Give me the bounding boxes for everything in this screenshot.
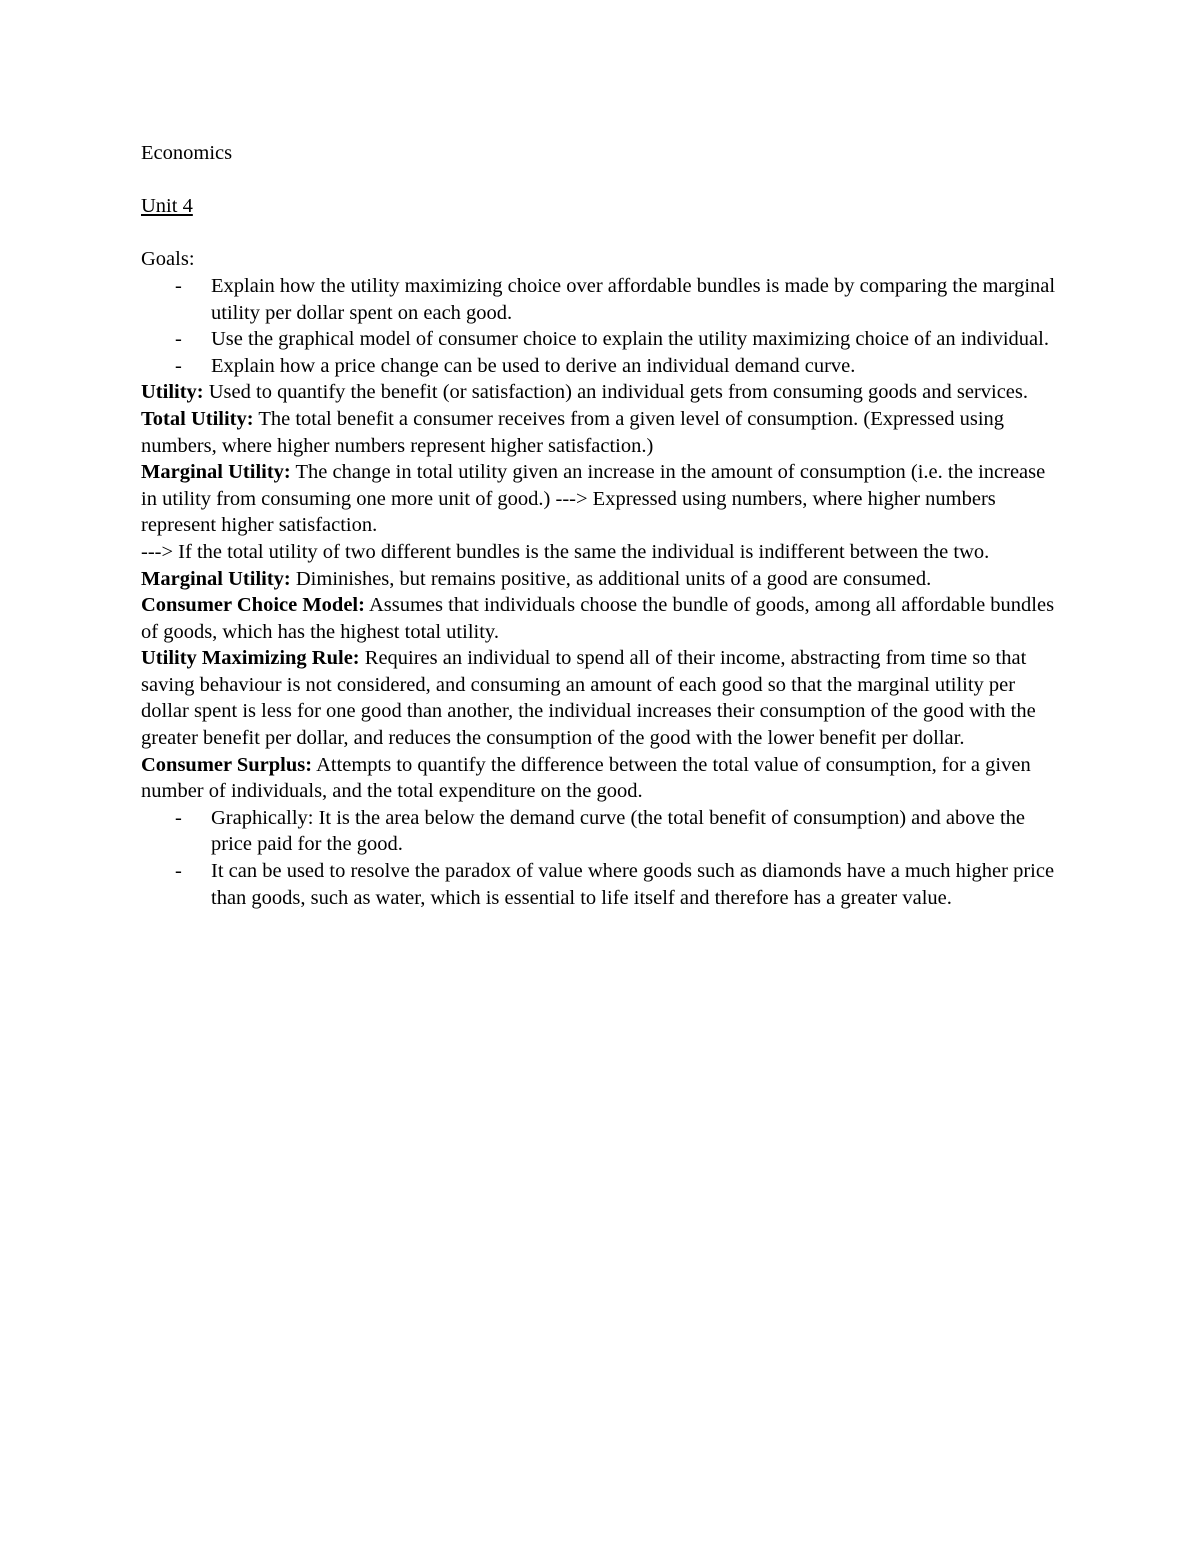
- definition-utility-maximizing-rule: [141, 645, 1066, 751]
- bullet-dash: -: [175, 274, 182, 297]
- surplus-point-text: Graphically: It is the area below the demand curve (the total benefit of consumption) and above the price paid for the good.: [211, 806, 1026, 856]
- goal-text: Explain how the utility maximizing choice over affordable bundles is made by comparing the marginal utility per dollar spent on each good.: [211, 274, 1056, 324]
- goal-text: Use the graphical model of consumer choice to explain the utility maximizing choice of an individual.: [211, 328, 1049, 351]
- definition-text: Assumes that individuals choose the bundle of goods, among all affordable bundles of goods, which has the highest total utility.: [141, 594, 1055, 643]
- unit-heading: Unit 4: [141, 195, 193, 218]
- definition-total-utility: [141, 406, 1066, 459]
- definition-term: Utility Maximizing Rule:: [141, 647, 360, 670]
- consumer-surplus-list: [141, 805, 1066, 911]
- bullet-dash: -: [175, 860, 182, 883]
- definition-term: Utility:: [141, 381, 204, 404]
- bullet-dash: -: [175, 806, 182, 829]
- goal-item: [141, 273, 1066, 326]
- bullet-dash: -: [175, 354, 182, 377]
- bullet-dash: -: [175, 328, 182, 351]
- definition-term: Total Utility:: [141, 407, 254, 430]
- surplus-point: [141, 858, 1066, 911]
- note-text: ---> If the total utility of two different bundles is the same the individual is indifferent between the two.: [141, 540, 990, 563]
- surplus-point: [141, 805, 1066, 858]
- definition-utility: [141, 379, 1066, 406]
- definition-text: Requires an individual to spend all of their income, abstracting from time so that saving behaviour is not considered, and consuming an amount of each good so that the marginal utility per dollar spent is less for one good than another, the individual increases their consumption of the good with the greater benefit per dollar, and reduces the consumption of the good with the lower benefit per dollar.: [141, 647, 1036, 750]
- definition-term: Marginal Utility:: [141, 567, 291, 590]
- indifference-note: [141, 539, 1066, 566]
- definition-diminishing-marginal-utility: [141, 566, 1066, 593]
- goals-label: Goals:: [141, 248, 195, 271]
- goal-item: [141, 353, 1066, 380]
- definition-text: Diminishes, but remains positive, as additional units of a good are consumed.: [290, 567, 932, 590]
- goals-list: [141, 273, 1066, 379]
- definition-term: Marginal Utility:: [141, 461, 291, 484]
- definition-consumer-surplus: [141, 752, 1066, 805]
- document-page: [141, 140, 1066, 911]
- definition-text: The change in total utility given an increase in the amount of consumption (i.e. the increase in utility from consuming one more unit of good.) ---> Expressed using numbers, where higher numbers represent higher satisfaction.: [141, 461, 1046, 537]
- definition-text: Used to quantify the benefit (or satisfaction) an individual gets from consuming goods and services.: [203, 381, 1028, 404]
- goal-text: Explain how a price change can be used to derive an individual demand curve.: [211, 354, 856, 377]
- document-title: Economics: [141, 142, 233, 164]
- surplus-point-text: It can be used to resolve the paradox of value where goods such as diamonds have a much higher price than goods, such as water, which is essential to life itself and therefore has a greater value.: [211, 860, 1055, 909]
- definition-text: Attempts to quantify the difference between the total value of consumption, for a given number of individuals, and the total expenditure on the good.: [141, 753, 1031, 803]
- goal-item: [141, 326, 1066, 353]
- definition-term: Consumer Surplus:: [141, 753, 313, 776]
- definition-term: Consumer Choice Model:: [141, 594, 365, 617]
- definition-consumer-choice-model: [141, 592, 1066, 645]
- definition-marginal-utility: [141, 459, 1066, 539]
- definition-text: The total benefit a consumer receives from a given level of consumption. (Expressed using numbers, where higher numbers represent higher satisfaction.): [141, 407, 1005, 457]
